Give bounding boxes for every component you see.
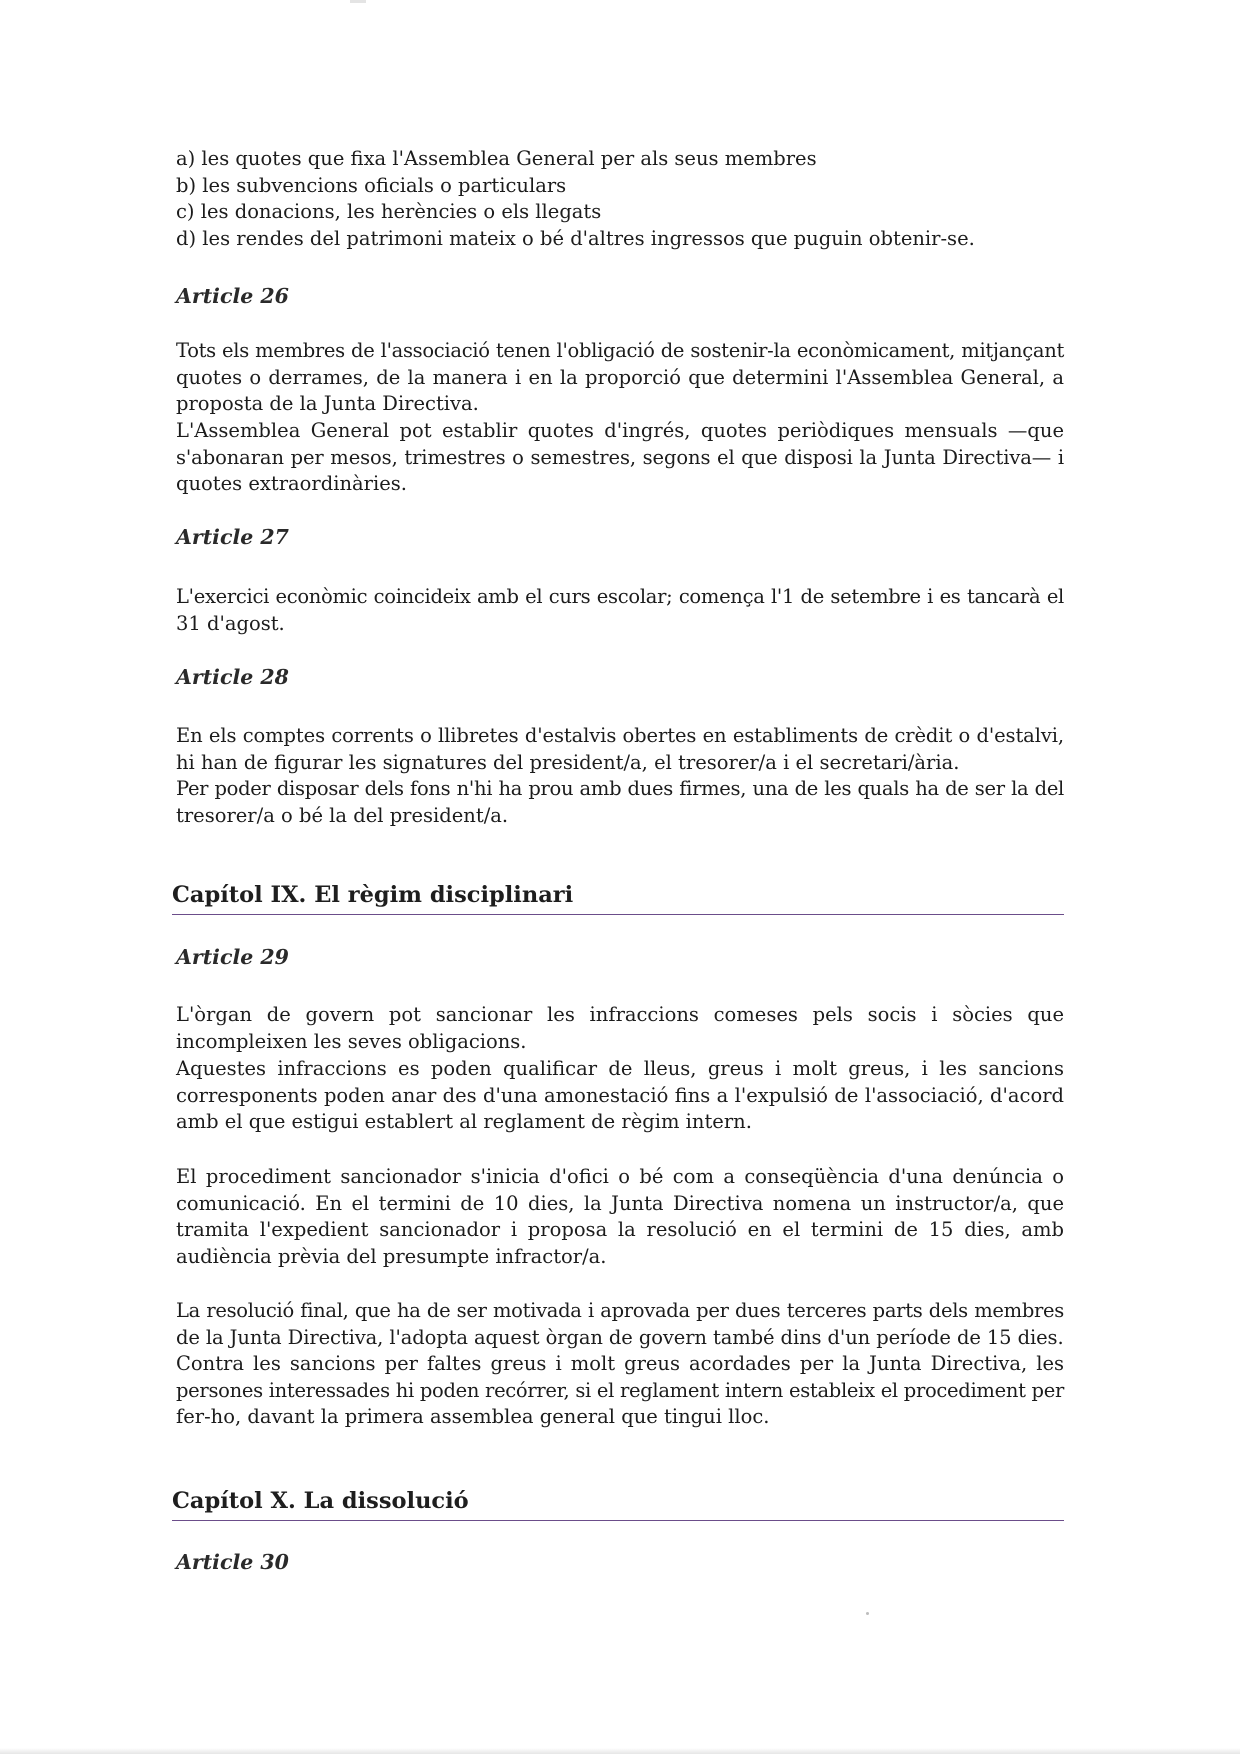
text-line: 31 d'agost. [176, 611, 285, 635]
text-line: corresponents poden anar des d'una amonestació fins a l'expulsió de l'associació, d'acord [176, 1083, 1064, 1107]
scan-bottom-edge [0, 1748, 1240, 1754]
scan-artifact [350, 0, 366, 3]
article-26-paragraph-2 [176, 418, 1064, 498]
list-item: a) les quotes que fixa l'Assemblea General per als seus membres [176, 147, 817, 170]
text-line: Aquestes infraccions es poden qualificar de lleus, greus i molt greus, i les sancions [176, 1057, 1064, 1080]
text-line: audiència prèvia del presumpte infractor/a. [176, 1244, 607, 1268]
article-28-paragraph-1 [176, 723, 1064, 776]
text-line: Contra les sancions per faltes greus i molt greus acordades per la Junta Directiva, les [176, 1352, 1064, 1376]
list-item: d) les rendes del patrimoni mateix o bé d'altres ingressos que puguin obtenir-se. [176, 226, 975, 250]
text-line: s'abonaran per mesos, trimestres o semestres, segons el que disposi la Junta Directiva— i [176, 445, 1064, 469]
text-line: quotes o derrames, de la manera i en la proporció que determini l'Assemblea General, a [176, 365, 1064, 389]
text-line: tresorer/a o bé la del president/a. [176, 803, 509, 827]
article-29-paragraph-1 [176, 1002, 1064, 1055]
scan-speck [866, 1612, 869, 1615]
text-line: L'Assemblea General pot establir quotes d'ingrés, quotes periòdiques mensuals —que [176, 419, 1064, 442]
article-26-paragraph-1 [176, 338, 1064, 418]
text-line: de la Junta Directiva, l'adopta aquest òrgan de govern també dins d'un període de 15 dies. [176, 1325, 1064, 1349]
article-27-paragraph-1 [176, 584, 1064, 637]
article-27-heading: Article 27 [176, 525, 289, 549]
article-29-heading: Article 29 [176, 945, 289, 969]
article-29-paragraph-2 [176, 1056, 1064, 1136]
text-line: La resolució final, que ha de ser motivada i aprovada per dues terceres parts dels membres [176, 1299, 1064, 1322]
article-30-heading: Article 30 [176, 1550, 289, 1574]
text-line: comunicació. En el termini de 10 dies, la Junta Directiva nomena un instructor/a, que [176, 1191, 1064, 1215]
article-26-heading: Article 26 [176, 284, 289, 308]
text-line: Per poder disposar dels fons n'hi ha prou amb dues firmes, una de les quals ha de ser la del [176, 777, 1064, 800]
list-item: c) les donacions, les herències o els llegats [176, 200, 602, 224]
text-line: persones interessades hi poden recórrer, si el reglament intern estableix el procediment per [176, 1378, 1064, 1402]
text-line: incompleixen les seves obligacions. [176, 1029, 527, 1053]
text-line: quotes extraordinàries. [176, 472, 407, 496]
article-28-heading: Article 28 [176, 665, 289, 689]
text-line: proposta de la Junta Directiva. [176, 392, 479, 416]
text-line: L'exercici econòmic coincideix amb el curs escolar; comença l'1 de setembre i es tancarà el [176, 585, 1064, 608]
text-line: Tots els membres de l'associació tenen l'obligació de sostenir-la econòmicament, mitjançant [176, 339, 1064, 362]
text-line: hi han de figurar les signatures del president/a, el tresorer/a i el secretari/ària. [176, 750, 960, 774]
text-line: fer-ho, davant la primera assemblea general que tingui lloc. [176, 1405, 770, 1429]
chapter-9-title: Capítol IX. El règim disciplinari [172, 882, 1064, 915]
text-line: El procediment sancionador s'inicia d'ofici o bé com a conseqüència d'una denúncia o [176, 1165, 1064, 1188]
list-item: b) les subvencions oficials o particulars [176, 173, 567, 197]
chapter-10-title: Capítol X. La dissolució [172, 1488, 1064, 1521]
text-line: En els comptes corrents o llibretes d'estalvis obertes en establiments de crèdit o d'estalvi, [176, 724, 1064, 747]
article-29-paragraph-3 [176, 1164, 1064, 1270]
text-line: tramita l'expedient sancionador i proposa la resolució en el termini de 15 dies, amb [176, 1218, 1064, 1242]
article-29-paragraph-4 [176, 1298, 1064, 1431]
text-line: L'òrgan de govern pot sancionar les infraccions comeses pels socis i sòcies que [176, 1003, 1064, 1026]
text-line: amb el que estigui establert al reglament de règim intern. [176, 1110, 752, 1134]
article-28-paragraph-2 [176, 776, 1064, 829]
funding-sources-list [176, 146, 1064, 252]
